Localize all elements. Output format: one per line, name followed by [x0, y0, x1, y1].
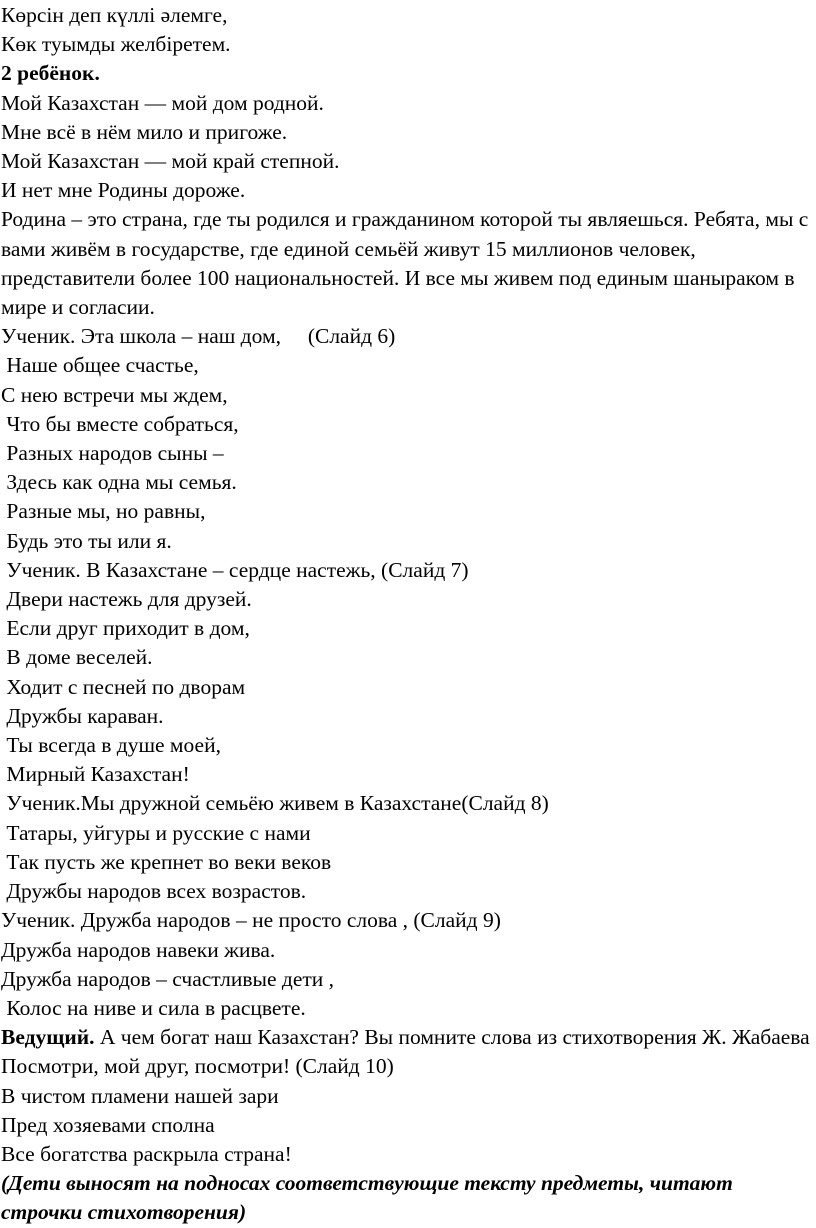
- text-line: Көк туымды желбіретем.: [1, 32, 231, 57]
- text-line: Ученик.Мы дружной семьёю живем в Казахстане(Слайд 8): [1, 791, 549, 816]
- text-line: Мирный Казахстан!: [1, 762, 190, 787]
- poem-my-kazakhstan: [1, 89, 816, 206]
- text-line: Ученик. Дружба народов – не просто слова , (Слайд 9): [1, 908, 501, 933]
- verse-slide-8: [1, 789, 816, 906]
- intro-verse: [1, 1, 816, 59]
- text-line: Наше общее счастье,: [1, 353, 199, 378]
- text-line: Колос на ниве и сила в расцвете.: [1, 995, 306, 1020]
- text-line: Көрсін деп күллі әлемге,: [1, 3, 228, 27]
- text-line: В доме веселей.: [1, 645, 153, 670]
- text-line: Разных народов сыны –: [1, 441, 224, 466]
- text-line: Будь это ты или я.: [1, 528, 172, 553]
- text-line: Пред хозяевами сполна: [1, 1112, 215, 1137]
- text-line: Что бы вместе собраться,: [1, 411, 239, 436]
- text-line: Татары, уйгуры и русские с нами: [1, 820, 311, 845]
- verse-slide-7: [1, 556, 816, 790]
- text-line: Дружба народов навеки жива.: [1, 937, 276, 962]
- verse-slide-6: [1, 322, 816, 556]
- verse-slide-9: [1, 906, 816, 1023]
- text-line: Мне всё в нём мило и пригоже.: [1, 119, 288, 144]
- text-line: Ученик. Эта школа – наш дом, (Слайд 6): [1, 324, 396, 349]
- text-line: Дружбы народов всех возрастов.: [1, 879, 307, 904]
- text-line: Мой Казахстан — мой дом родной.: [1, 90, 324, 115]
- paragraph-homeland: Родина – это страна, где ты родился и гражданином которой ты являешься. Ребята, мы с вами живём в государстве, где единой семьёй живут 15 миллионов человек, представители более 100 национальностей. И все мы живем под единым шаныраком в мире и согласии.: [1, 207, 809, 320]
- text-line: Здесь как одна мы семья.: [1, 470, 237, 495]
- text-line: Если друг приходит в дом,: [1, 616, 250, 641]
- text-line: Дружбы караван.: [1, 703, 164, 728]
- text-line: Мой Казахстан — мой край степной.: [1, 149, 340, 174]
- text-line: С нею встречи мы ждем,: [1, 382, 228, 407]
- stage-direction: (Дети выносят на подносах соответствующие тексту предметы, читают строчки стихотворения): [1, 1171, 733, 1225]
- text-line: И нет мне Родины дороже.: [1, 178, 246, 203]
- text-line: Все богатства раскрыла страна!: [1, 1141, 292, 1166]
- text-line: Ты всегда в душе моей,: [1, 733, 221, 758]
- text-line: Ученик. В Казахстане – сердце настежь, (Слайд 7): [1, 557, 469, 582]
- poem-slide-10: [1, 1052, 816, 1169]
- text-line: Ходит с песней по дворам: [1, 674, 246, 699]
- text-line: Дружба народов – счастливые дети ,: [1, 966, 335, 991]
- speaker-heading: 2 ребёнок.: [1, 61, 100, 86]
- text-line: Разные мы, но равны,: [1, 499, 206, 524]
- host-text: А чем богат наш Казахстан? Вы помните слова из стихотворения Ж. Жабаева: [94, 1025, 810, 1050]
- host-paragraph: [1, 1023, 816, 1052]
- host-label: Ведущий.: [1, 1025, 95, 1050]
- text-line: Так пусть же крепнет во веки веков: [1, 849, 332, 874]
- text-line: Двери настежь для друзей.: [1, 587, 252, 612]
- text-line: Посмотри, мой друг, посмотри! (Слайд 10): [1, 1054, 394, 1079]
- text-line: В чистом пламени нашей зари: [1, 1083, 279, 1108]
